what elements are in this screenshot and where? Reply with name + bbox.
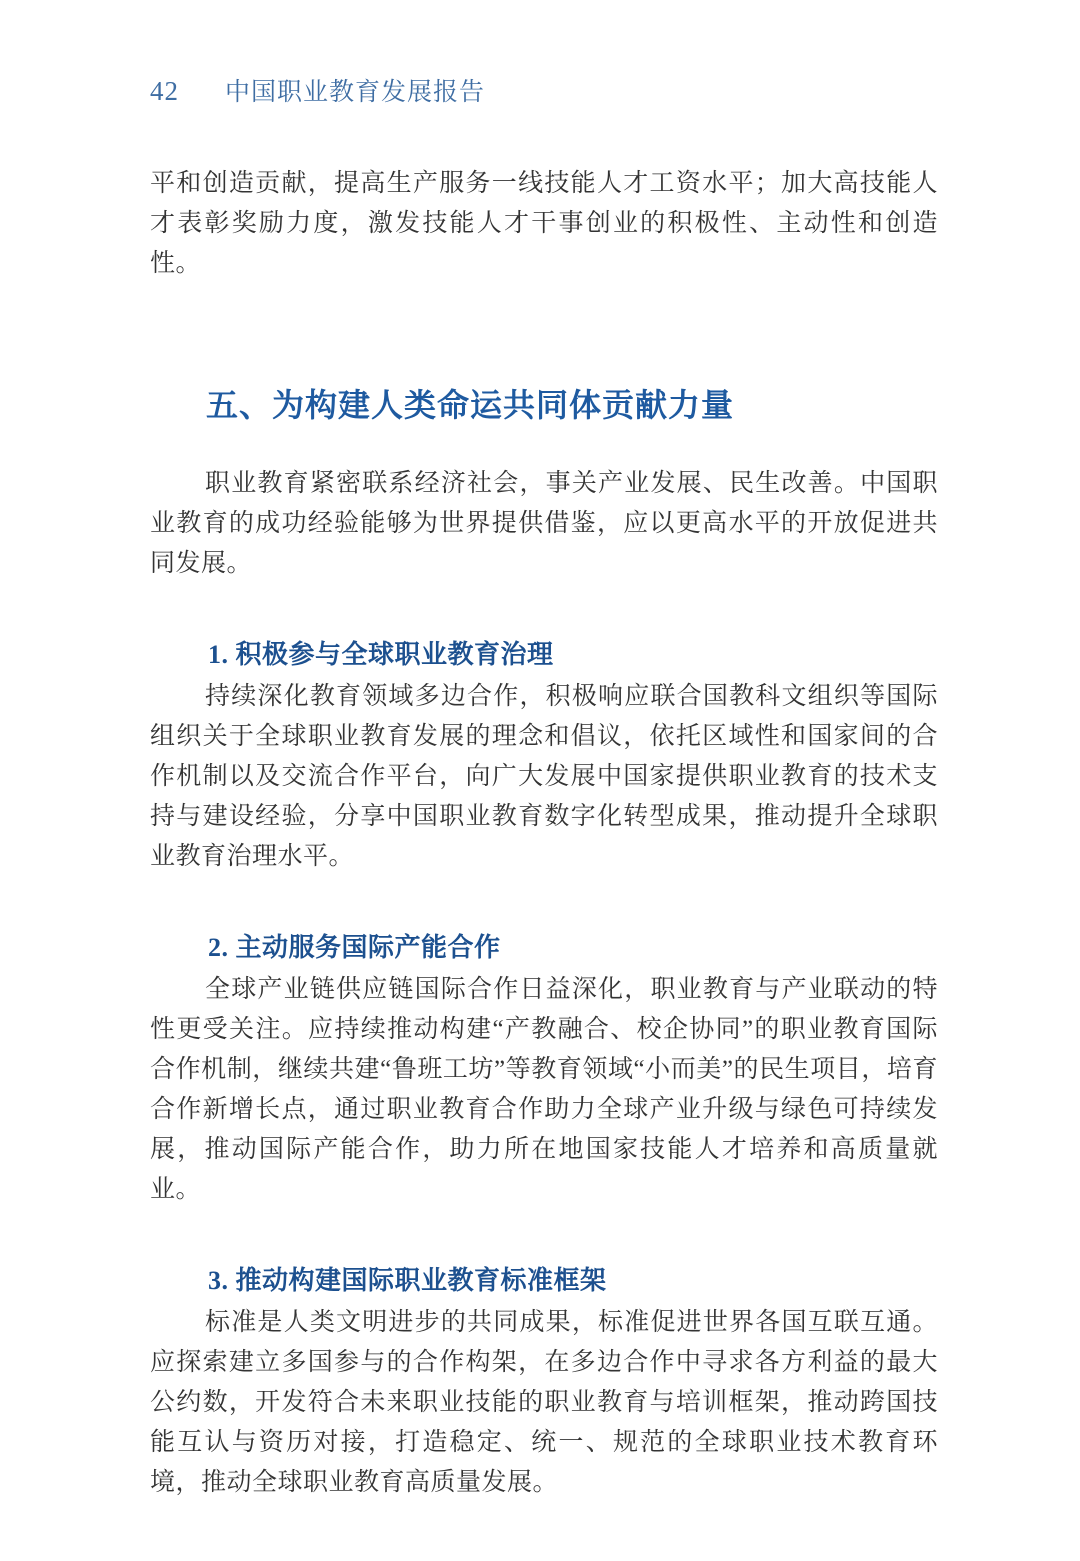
subsection-2-heading: 2. 主动服务国际产能合作 [208,933,501,962]
subsection-2-body: 全球产业链供应链国际合作日益深化，职业教育与产业联动的特性更受关注。应持续推动构建“产教融合、校企协同”的职业教育国际合作机制，继续共建“鲁班工坊”等教育领域“小而美”的民生项目，培育合作新增长点，通过职业教育合作助力全球产业升级与绿色可持续发展，推动国际产能合作，助力所在地国家技能人才培养和高质量就业。 [150,976,938,1203]
section-lead-paragraph: 职业教育紧密联系经济社会，事关产业发展、民生改善。中国职业教育的成功经验能够为世界提供借鉴，应以更高水平的开放促进共同发展。 [150,470,938,577]
running-title: 中国职业教育发展报告 [225,79,486,106]
subsection-3-body: 标准是人类文明进步的共同成果，标准促进世界各国互联互通。应探索建立多国参与的合作构架，在多边合作中寻求各方利益的最大公约数，开发符合未来职业技能的职业教育与培训框架，推动跨国技能互认与资历对接，打造稳定、统一、规范的全球职业技术教育环境，推动全球职业教育高质量发展。 [150,1309,938,1496]
subsection-1-body: 持续深化教育领域多边合作，积极响应联合国教科文组织等国际组织关于全球职业教育发展的理念和倡议，依托区域性和国家间的合作机制以及交流合作平台，向广大发展中国家提供职业教育的技术支持与建设经验，分享中国职业教育数字化转型成果，推动提升全球职业教育治理水平。 [150,683,938,870]
paragraph-continuation: 平和创造贡献，提高生产服务一线技能人才工资水平；加大高技能人才表彰奖励力度，激发技能人才干事创业的积极性、主动性和创造性。 [150,170,938,277]
page-header [150,72,938,108]
section-heading: 五、为构建人类命运共同体贡献力量 [206,387,735,423]
page-number: 42 [150,76,179,106]
subsection-1-heading: 1. 积极参与全球职业教育治理 [208,640,554,669]
subsection-3-heading: 3. 推动构建国际职业教育标准框架 [208,1266,607,1295]
